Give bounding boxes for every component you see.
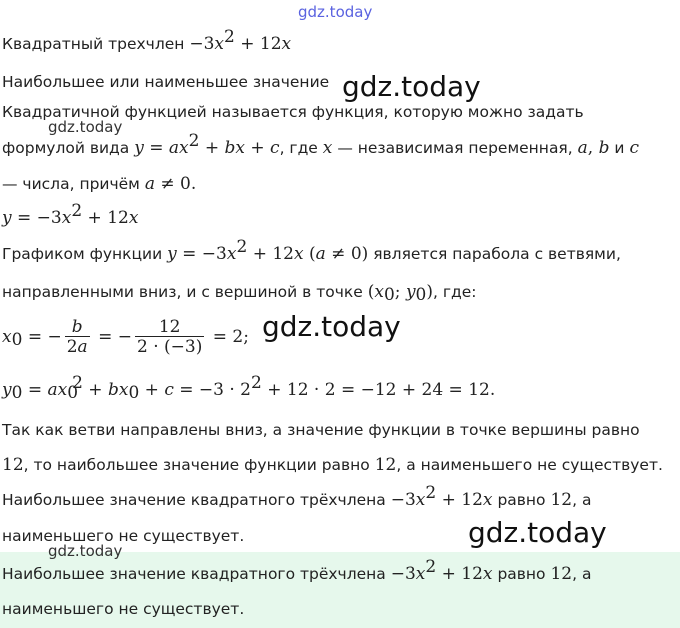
vertex-y-formula: $y_0 = ax_0^2 + bx_0 + c = -3 \cdot 2^2 + 12 \cdot 2 = -12 + 24 = 12$. bbox=[2, 373, 496, 403]
number: 0 bbox=[180, 174, 191, 194]
text: , то наибольшее значение функции равно bbox=[23, 456, 370, 474]
summary-line-2: наименьшего не существует. bbox=[2, 527, 245, 545]
text: равно bbox=[497, 565, 546, 583]
number: 12 bbox=[374, 455, 397, 475]
definition-line-2: формулой вида $y = ax^2$ + bx + c, где x — независимая переменная, a, b и c bbox=[2, 131, 639, 158]
watermark: gdz.today bbox=[262, 310, 401, 343]
text: Графиком функции bbox=[2, 245, 163, 263]
text: — числа, причём bbox=[2, 175, 140, 193]
watermark: gdz.today bbox=[48, 118, 123, 136]
definition-line-1: Квадратичной функцией называется функция, которую можно задать bbox=[2, 103, 584, 121]
conclusion-line-1: Так как ветви направлены вниз, а значение функции в точке вершины равно bbox=[2, 421, 640, 439]
problem-title: Квадратный трехчлен $-3x^2 + 12x$ bbox=[2, 27, 292, 54]
watermark: gdz.today bbox=[48, 542, 123, 560]
summary-line-1: Наибольшее значение квадратного трёхчлена $-3x^2 + 12x$ равно 12, а bbox=[2, 483, 592, 510]
watermark: gdz.today bbox=[468, 516, 607, 549]
definition-line-3: — числа, причём a ≠ 0. bbox=[2, 174, 197, 194]
text: , где bbox=[279, 139, 318, 157]
text: Квадратный трехчлен bbox=[2, 35, 185, 53]
text: , а bbox=[572, 565, 592, 583]
problem-subtitle: Наибольшее или наименьшее значение bbox=[2, 73, 330, 91]
number: 12 bbox=[2, 455, 24, 475]
text: и bbox=[614, 139, 625, 157]
graph-line-2: направленными вниз, и с вершиной в точке ($x_0$; $y_0$), где: bbox=[2, 282, 477, 305]
text: , где: bbox=[433, 283, 477, 301]
graph-line-1: Графиком функции $y = -3x^2 + 12x$ (a ≠ 0) является парабола с ветвями, bbox=[2, 237, 621, 264]
text: направленными вниз, и с вершиной в точке bbox=[2, 283, 363, 301]
text: формулой вида bbox=[2, 139, 130, 157]
function-formula: $y = -3x^2 + 12x$ bbox=[2, 201, 139, 228]
answer-line-2: наименьшего не существует. bbox=[2, 600, 245, 618]
text: Наибольшее значение квадратного трёхчлена bbox=[2, 491, 386, 509]
text: Наибольшее значение квадратного трёхчлена bbox=[2, 565, 386, 583]
number: 12 bbox=[550, 490, 573, 510]
number: 12 bbox=[550, 564, 573, 584]
conclusion-line-2 bbox=[2, 453, 663, 477]
text: равно bbox=[497, 491, 546, 509]
text: , а bbox=[572, 491, 592, 509]
text: — независимая переменная, bbox=[337, 139, 573, 157]
vertex-x-formula: $x_0$ = − $\frac{b}{2a}$ = − $\frac{12}{2 \cdot (-3)}$ = 2; bbox=[2, 317, 249, 357]
watermark: gdz.today bbox=[342, 70, 481, 103]
text: является парабола с ветвями, bbox=[373, 245, 621, 263]
watermark-top: gdz.today bbox=[298, 3, 373, 21]
text: , а наименьшего не существует. bbox=[396, 456, 663, 474]
answer-line-1: Наибольшее значение квадратного трёхчлена $-3x^2 + 12x$ равно 12, а bbox=[2, 557, 592, 584]
